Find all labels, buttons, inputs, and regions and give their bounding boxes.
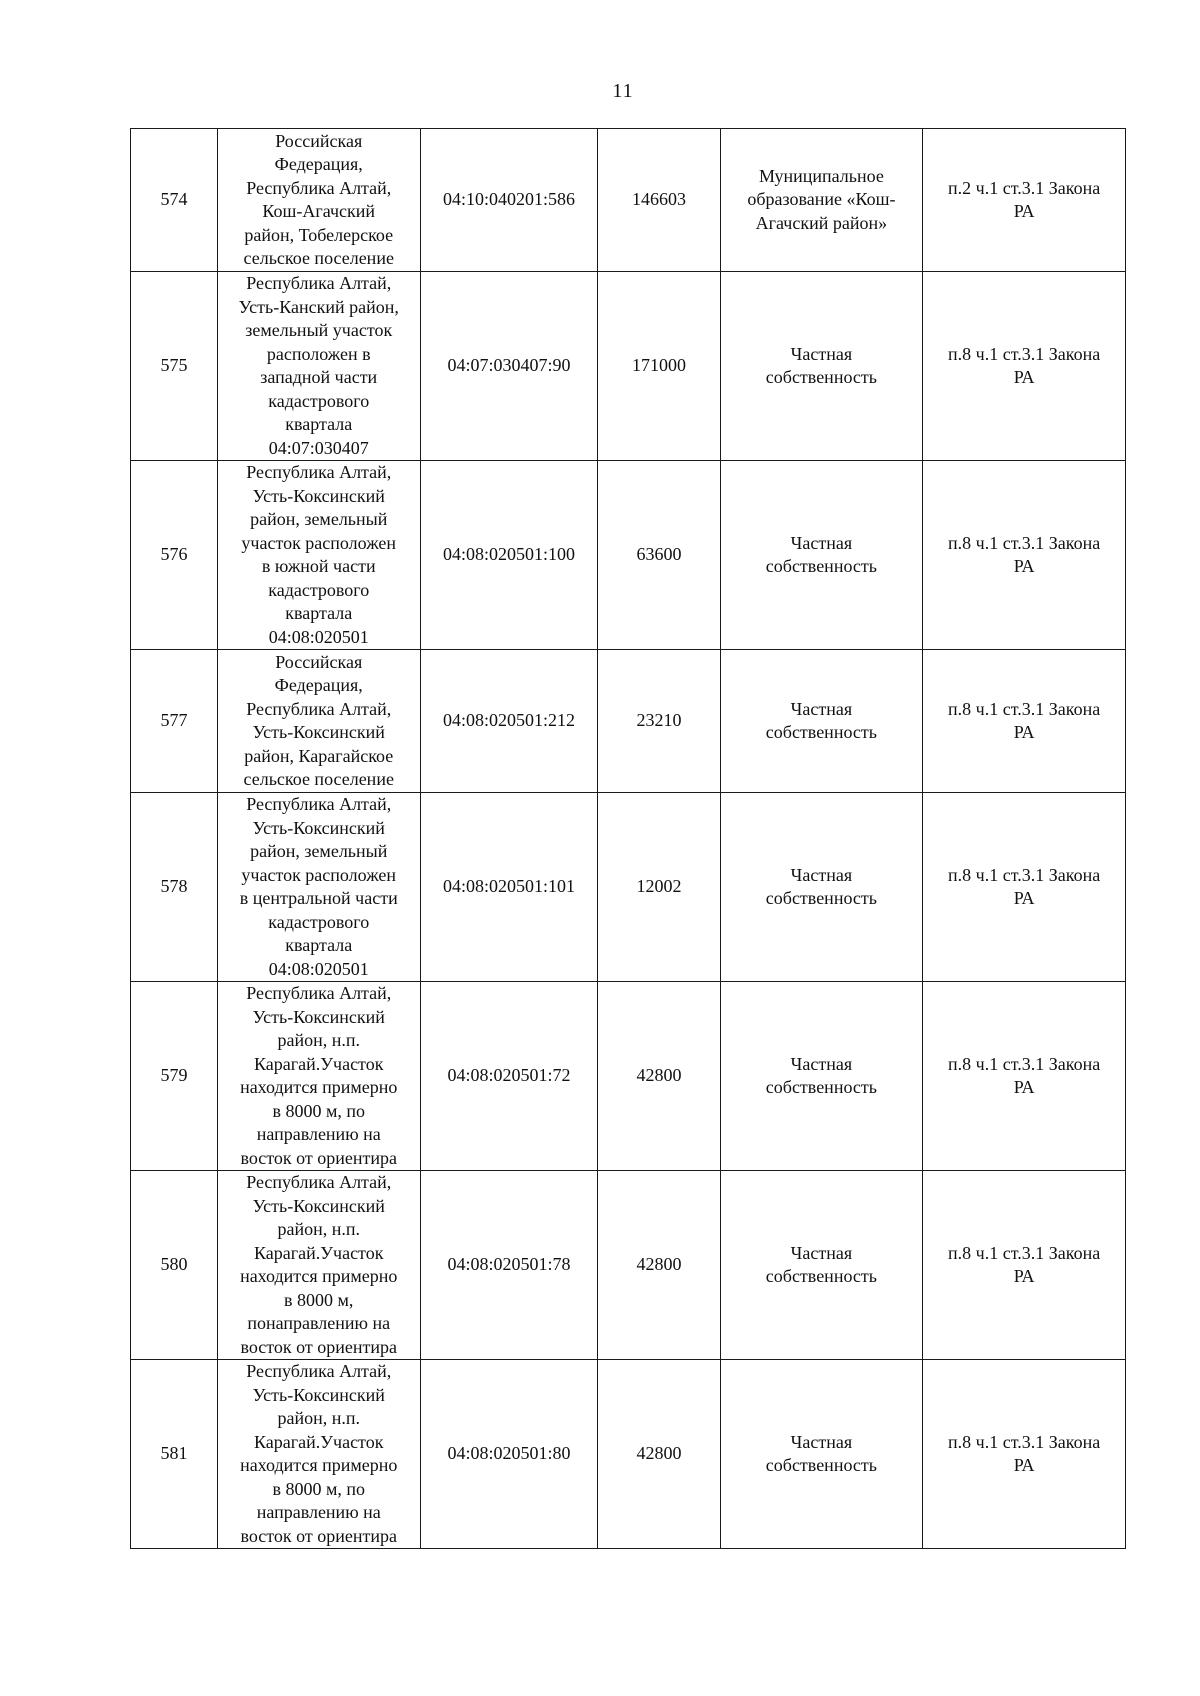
- area-cell: 42800: [598, 1171, 720, 1360]
- row-number-cell: 577: [131, 650, 218, 793]
- location-cell: Республика Алтай, Усть-Коксинский район, н.п. Карагай.Участок находится примерно в 8000 м, по направлению на восток от ориентира: [217, 1360, 420, 1549]
- cadastral-number-cell: 04:08:020501:80: [420, 1360, 598, 1549]
- row-number-cell: 575: [131, 272, 218, 461]
- table-row: [131, 461, 1126, 650]
- location-cell: Республика Алтай, Усть-Коксинский район, н.п. Карагай.Участок находится примерно в 8000 м, понаправлению на восток от ориентира: [217, 1171, 420, 1360]
- ownership-cell: Частная собственность: [720, 793, 923, 982]
- location-cell: Республика Алтай, Усть-Коксинский район, н.п. Карагай.Участок находится примерно в 8000 м, по направлению на восток от ориентира: [217, 982, 420, 1171]
- area-cell: 12002: [598, 793, 720, 982]
- table-row: [131, 1171, 1126, 1360]
- ownership-cell: Частная собственность: [720, 1171, 923, 1360]
- row-number-cell: 579: [131, 982, 218, 1171]
- location-cell: Республика Алтай, Усть-Коксинский район, земельный участок расположен в центральной части кадастрового квартала 04:08:020501: [217, 793, 420, 982]
- table-row: [131, 272, 1126, 461]
- cadastral-number-cell: 04:08:020501:78: [420, 1171, 598, 1360]
- cadastral-number-cell: 04:08:020501:100: [420, 461, 598, 650]
- legal-basis-cell: п.8 ч.1 ст.3.1 Закона РА: [923, 461, 1126, 650]
- table-body: [131, 129, 1126, 1549]
- legal-basis-cell: п.8 ч.1 ст.3.1 Закона РА: [923, 982, 1126, 1171]
- location-cell: Республика Алтай, Усть-Канский район, земельный участок расположен в западной части кадастрового квартала 04:07:030407: [217, 272, 420, 461]
- land-registry-table: [130, 128, 1126, 1549]
- location-cell: Российская Федерация, Республика Алтай, Усть-Коксинский район, Карагайское сельское поселение: [217, 650, 420, 793]
- table-row: [131, 650, 1126, 793]
- row-number-cell: 574: [131, 129, 218, 272]
- row-number-cell: 581: [131, 1360, 218, 1549]
- area-cell: 23210: [598, 650, 720, 793]
- legal-basis-cell: п.8 ч.1 ст.3.1 Закона РА: [923, 1360, 1126, 1549]
- table-row: [131, 793, 1126, 982]
- area-cell: 42800: [598, 1360, 720, 1549]
- page-number: 11: [612, 80, 634, 102]
- legal-basis-cell: п.2 ч.1 ст.3.1 Закона РА: [923, 129, 1126, 272]
- legal-basis-cell: п.8 ч.1 ст.3.1 Закона РА: [923, 650, 1126, 793]
- legal-basis-cell: п.8 ч.1 ст.3.1 Закона РА: [923, 793, 1126, 982]
- table-row: [131, 982, 1126, 1171]
- location-cell: Российская Федерация, Республика Алтай, Кош-Агачский район, Тобелерское сельское поселение: [217, 129, 420, 272]
- area-cell: 63600: [598, 461, 720, 650]
- table-row: [131, 1360, 1126, 1549]
- ownership-cell: Частная собственность: [720, 982, 923, 1171]
- row-number-cell: 576: [131, 461, 218, 650]
- cadastral-number-cell: 04:10:040201:586: [420, 129, 598, 272]
- ownership-cell: Муниципальное образование «Кош- Агачский район»: [720, 129, 923, 272]
- ownership-cell: Частная собственность: [720, 1360, 923, 1549]
- area-cell: 171000: [598, 272, 720, 461]
- legal-basis-cell: п.8 ч.1 ст.3.1 Закона РА: [923, 272, 1126, 461]
- ownership-cell: Частная собственность: [720, 272, 923, 461]
- legal-basis-cell: п.8 ч.1 ст.3.1 Закона РА: [923, 1171, 1126, 1360]
- cadastral-number-cell: 04:08:020501:101: [420, 793, 598, 982]
- ownership-cell: Частная собственность: [720, 650, 923, 793]
- cadastral-number-cell: 04:07:030407:90: [420, 272, 598, 461]
- row-number-cell: 580: [131, 1171, 218, 1360]
- area-cell: 42800: [598, 982, 720, 1171]
- cadastral-number-cell: 04:08:020501:212: [420, 650, 598, 793]
- ownership-cell: Частная собственность: [720, 461, 923, 650]
- row-number-cell: 578: [131, 793, 218, 982]
- table-row: [131, 129, 1126, 272]
- location-cell: Республика Алтай, Усть-Коксинский район, земельный участок расположен в южной части кадастрового квартала 04:08:020501: [217, 461, 420, 650]
- cadastral-number-cell: 04:08:020501:72: [420, 982, 598, 1171]
- area-cell: 146603: [598, 129, 720, 272]
